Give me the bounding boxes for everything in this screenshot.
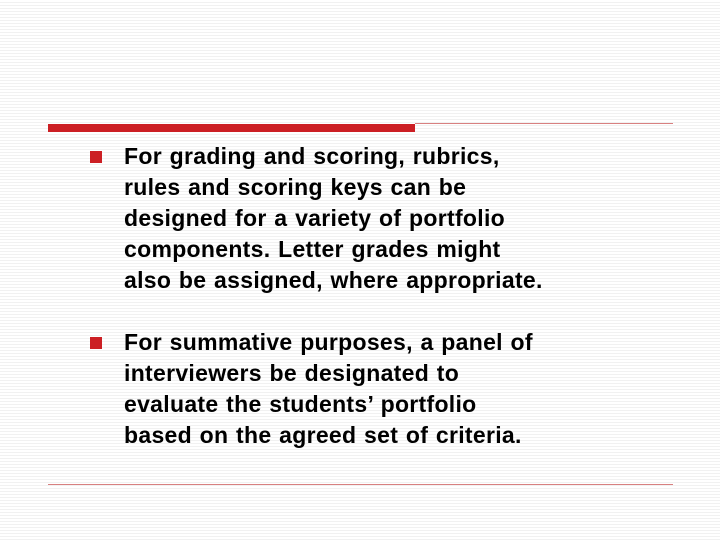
bullet-text-line: interviewers be designated to <box>124 360 460 386</box>
bullet-text-line: components. Letter grades might <box>124 236 501 262</box>
square-bullet-icon <box>90 337 102 349</box>
bullet-text-line: designed for a variety of portfolio <box>124 205 505 231</box>
title-rule-line <box>415 123 673 124</box>
footer-rule-line <box>48 484 673 485</box>
bullet-text-line: also be assigned, where appropriate. <box>124 267 543 293</box>
bullet-text-line: For summative purposes, a panel of <box>124 329 533 355</box>
title-rule-accent <box>48 124 415 132</box>
bullet-list <box>90 141 690 451</box>
bullet-text-line: based on the agreed set of criteria. <box>124 422 522 448</box>
bullet-text-line: For grading and scoring, rubrics, <box>124 143 500 169</box>
bullet-item-summative <box>90 327 690 451</box>
bullet-text-line: evaluate the students’ portfolio <box>124 391 477 417</box>
square-bullet-icon <box>90 151 102 163</box>
bullet-item-grading <box>90 141 690 296</box>
bullet-text-line: rules and scoring keys can be <box>124 174 467 200</box>
